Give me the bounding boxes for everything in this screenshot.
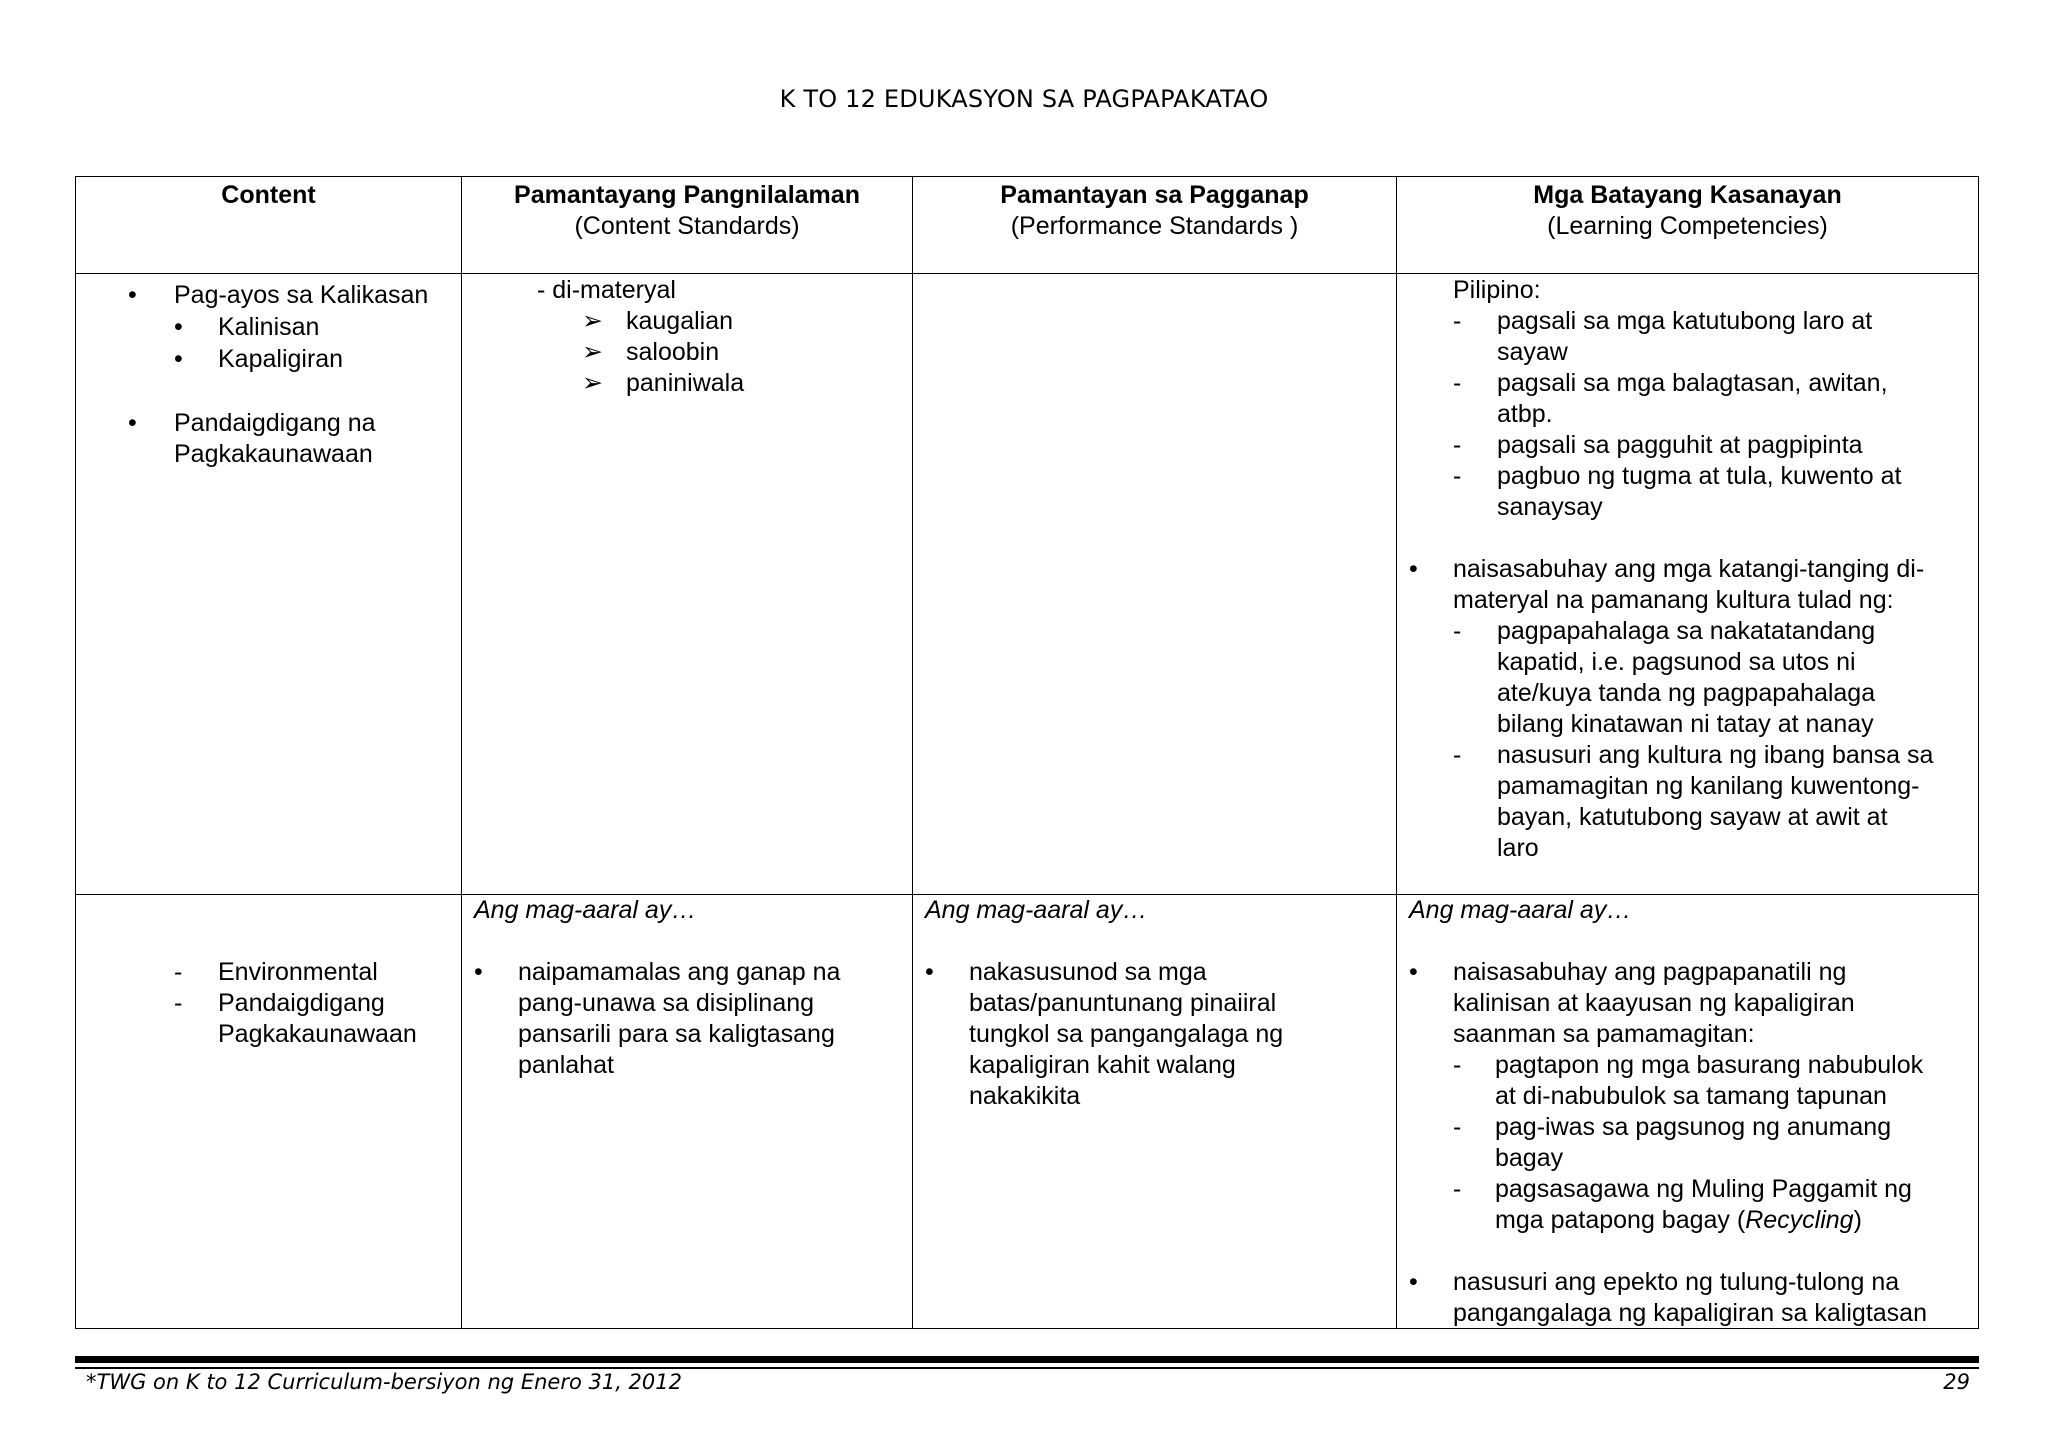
competency-line: pagtapon ng mga basurang nabubulok [1495,1051,1924,1079]
dash-icon: - [174,989,183,1017]
competency-line: pagsali sa mga balagtasan, awitan, [1497,369,1888,397]
arrow-bullet-icon: ➢ [582,307,603,335]
bullet-icon: • [174,313,183,341]
bullet-icon: • [1409,555,1418,583]
intro-text: Ang mag-aaral ay… [1409,896,1632,924]
competency-line: atbp. [1497,400,1553,428]
competency-text: ) [1853,1206,1862,1234]
content-subitem: Kalinisan [218,313,320,341]
header-subtitle: (Learning Competencies) [1547,212,1828,240]
competency-line: naisasabuhay ang pagpapanatili ng [1453,958,1847,986]
standard-line: naipamamalas ang ganap na [518,958,841,986]
content-item: Pagkakaunawaan [174,440,373,468]
arrow-bullet-icon: ➢ [582,369,603,397]
row1-performance-cell [912,273,1397,895]
footer-note: *TWG on K to 12 Curriculum-bersiyon ng Enero 31, 2012 [86,1370,682,1394]
bullet-icon: • [174,345,183,373]
header-subtitle: (Performance Standards ) [1010,212,1299,240]
standard-line: panlahat [518,1051,614,1079]
row1-content-cell [75,273,462,895]
standard-line: pansarili para sa kaligtasang [518,1020,835,1048]
standards-subitem: paniniwala [626,369,745,397]
dash-icon: - [1453,462,1462,490]
competency-line [1495,1205,1862,1236]
header-title: Pamantayang Pangnilalaman [514,181,860,209]
competency-line: kapatid, i.e. pagsunod sa utos ni [1497,648,1856,676]
row2-performance-cell [912,894,1397,1329]
competency-line: sayaw [1497,338,1568,366]
header-performance-standards [912,176,1397,274]
bullet-icon: • [128,281,137,309]
row2-competencies-cell [1396,894,1979,1329]
content-item: Pandaigdigang na [174,409,376,437]
standards-subitem: kaugalian [626,307,734,335]
competency-line: pagbuo ng tugma at tula, kuwento at [1497,462,1902,490]
dash-icon: - [1453,1051,1462,1079]
competency-line: bagay [1495,1144,1564,1172]
performance-line: nakakikita [969,1082,1081,1110]
bullet-icon: • [1409,958,1418,986]
competency-line: nasusuri ang kultura ng ibang bansa sa [1497,741,1934,769]
standards-dash-item: - di-materyal [537,276,676,304]
content-item: Pagkakaunawaan [218,1020,417,1048]
header-subtitle: (Content Standards) [574,212,800,240]
competency-line: nasusuri ang epekto ng tulung-tulong na [1453,1268,1900,1296]
competency-line: laro [1497,834,1539,862]
footer-divider-thin [75,1367,1979,1369]
standards-subitem: saloobin [626,338,720,366]
competency-line: materyal na pamanang kultura tulad ng: [1453,586,1894,614]
performance-line: batas/panuntunang pinaiiral [969,989,1277,1017]
content-subitem: Kapaligiran [218,345,344,373]
competency-line: pag-iwas sa pagsunog ng anumang [1495,1113,1892,1141]
competency-line: pagpapahalaga sa nakatatandang [1497,617,1876,645]
performance-line: kapaligiran kahit walang [969,1051,1236,1079]
page-number: 29 [1943,1370,1970,1394]
competency-text: mga patapong bagay ( [1495,1206,1746,1234]
performance-line: nakasusunod sa mga [969,958,1207,986]
competency-line: naisasabuhay ang mga katangi-tanging di- [1453,555,1925,583]
content-item: Pandaigdigang [218,989,385,1017]
content-item: Environmental [218,958,378,986]
content-item: Pag-ayos sa Kalikasan [174,281,429,309]
dash-icon: - [174,958,183,986]
intro-text: Ang mag-aaral ay… [474,896,697,924]
header-title: Mga Batayang Kasanayan [1533,181,1842,209]
bullet-icon: • [474,958,483,986]
competency-line: bilang kinatawan ni tatay at nanay [1497,710,1874,738]
competency-line: sanaysay [1497,493,1603,521]
bullet-icon: • [128,409,137,437]
dash-icon: - [1453,1175,1462,1203]
dash-icon: - [1453,1113,1462,1141]
header-title: Pamantayan sa Pagganap [1000,181,1309,209]
competency-line: pagsali sa pagguhit at pagpipinta [1497,431,1863,459]
competency-line: pagsasagawa ng Muling Paggamit ng [1495,1175,1912,1203]
competency-line: saanman sa pamamagitan: [1453,1020,1755,1048]
bullet-icon: • [925,958,934,986]
row2-content-cell [75,894,462,1329]
competency-line: pagsali sa mga katutubong laro at [1497,307,1873,335]
competency-line: at di-nabubulok sa tamang tapunan [1495,1082,1887,1110]
dash-icon: - [1453,307,1462,335]
dash-icon: - [1453,369,1462,397]
competency-line: pamamagitan ng kanilang kuwentong- [1497,772,1920,800]
header-content-standards [461,176,913,274]
standard-line: pang-unawa sa disiplinang [518,989,815,1017]
row1-standards-cell [461,273,913,895]
header-content [75,176,462,274]
footer-divider-thick [75,1356,1979,1363]
performance-line: tungkol sa pangangalaga ng [969,1020,1284,1048]
competency-line: pangangalaga ng kapaligiran sa kaligtasan [1453,1299,1927,1327]
curriculum-table [75,176,1979,1329]
competency-line: ate/kuya tanda ng pagpapahalaga [1497,679,1876,707]
page-title: K TO 12 EDUKASYON SA PAGPAPAKATAO [779,85,1269,113]
row1-competencies-cell [1396,273,1979,895]
header-title: Content [221,181,316,209]
intro-text: Ang mag-aaral ay… [925,896,1148,924]
recycling-term: Recycling [1745,1206,1854,1234]
row2-standards-cell [461,894,913,1329]
bullet-icon: • [1409,1268,1418,1296]
header-learning-competencies [1396,176,1979,274]
dash-icon: - [1453,741,1462,769]
dash-icon: - [1453,617,1462,645]
competency-lead: Pilipino: [1453,276,1541,304]
competency-line: kalinisan at kaayusan ng kapaligiran [1453,989,1855,1017]
dash-icon: - [1453,431,1462,459]
arrow-bullet-icon: ➢ [582,338,603,366]
competency-line: bayan, katutubong sayaw at awit at [1497,803,1888,831]
